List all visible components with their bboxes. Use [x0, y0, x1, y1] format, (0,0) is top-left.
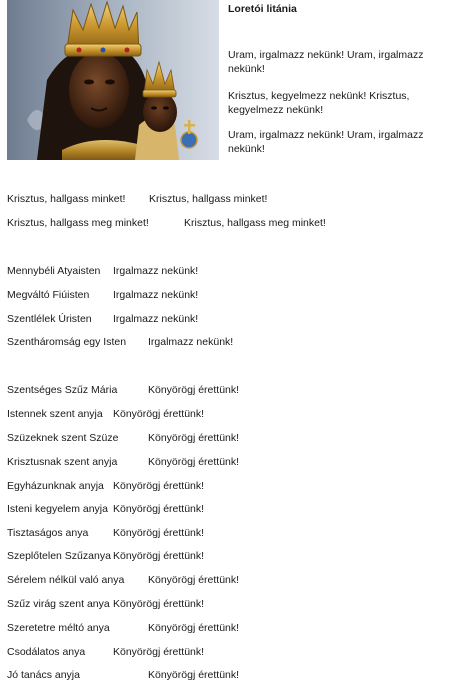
litany-call: Szeretetre méltó anya	[7, 622, 110, 634]
intro-line-2: Krisztus, kegyelmezz nekünk! Krisztus, kegyelmezz nekünk!	[228, 90, 410, 116]
madonna-image	[7, 0, 219, 160]
litany-call: Szüzeknek szent Szüze	[7, 432, 119, 444]
intro-line-3: Uram, irgalmazz nekünk! Uram, irgalmazz nekünk!	[228, 129, 424, 155]
litany-call: Tisztaságos anya	[7, 527, 89, 539]
litany-call: Sérelem nélkül való anya	[7, 574, 125, 586]
litany-response: Könyörögj érettünk!	[113, 598, 205, 610]
litany-call: Szentlélek Úristen	[7, 313, 92, 325]
litany-call: Egyházunknak anyja	[7, 480, 104, 492]
litany-call: Szeplőtelen Szűzanya	[7, 550, 111, 562]
litany-response: Könyörögj érettünk!	[113, 408, 205, 420]
litany-call: Isteni kegyelem anyja	[7, 503, 108, 515]
litany-call: Szentháromság egy Isten	[7, 336, 127, 348]
litany-response: Könyörögj érettünk!	[113, 480, 205, 492]
document-title: Loretói litánia	[228, 3, 297, 15]
litany-call: Jó tanács anyja	[7, 669, 80, 681]
litany-call: Krisztusnak szent anyja	[7, 456, 118, 468]
litany-response: Irgalmazz nekünk!	[113, 265, 199, 277]
litany-response: Könyörögj érettünk!	[113, 646, 205, 658]
litany-response: Könyörögj érettünk!	[148, 456, 240, 468]
litany-response: Krisztus, hallgass minket!	[149, 193, 268, 205]
litany-response: Könyörögj érettünk!	[148, 574, 240, 586]
litany-response: Krisztus, hallgass meg minket!	[184, 217, 326, 229]
litany-response: Könyörögj érettünk!	[113, 527, 205, 539]
litany-response: Irgalmazz nekünk!	[148, 336, 234, 348]
litany-call: Megváltó Fiúisten	[7, 289, 90, 301]
litany-response: Könyörögj érettünk!	[148, 432, 240, 444]
litany-response: Könyörögj érettünk!	[148, 384, 240, 396]
litany-response: Könyörögj érettünk!	[113, 550, 205, 562]
litany-response: Könyörögj érettünk!	[148, 669, 240, 681]
litany-response: Könyörögj érettünk!	[113, 503, 205, 515]
litany-call: Szentséges Szűz Mária	[7, 384, 118, 396]
litany-call: Krisztus, hallgass meg minket!	[7, 217, 149, 229]
litany-call: Krisztus, hallgass minket!	[7, 193, 126, 205]
litany-call: Szűz virág szent anya	[7, 598, 110, 610]
litany-response: Irgalmazz nekünk!	[113, 289, 199, 301]
litany-response: Irgalmazz nekünk!	[113, 313, 199, 325]
intro-line-1: Uram, irgalmazz nekünk! Uram, irgalmazz nekünk!	[228, 49, 424, 75]
litany-call: Istennek szent anyja	[7, 408, 103, 420]
litany-call: Csodálatos anya	[7, 646, 86, 658]
litany-call: Mennybéli Atyaisten	[7, 265, 101, 277]
litany-response: Könyörögj érettünk!	[148, 622, 240, 634]
